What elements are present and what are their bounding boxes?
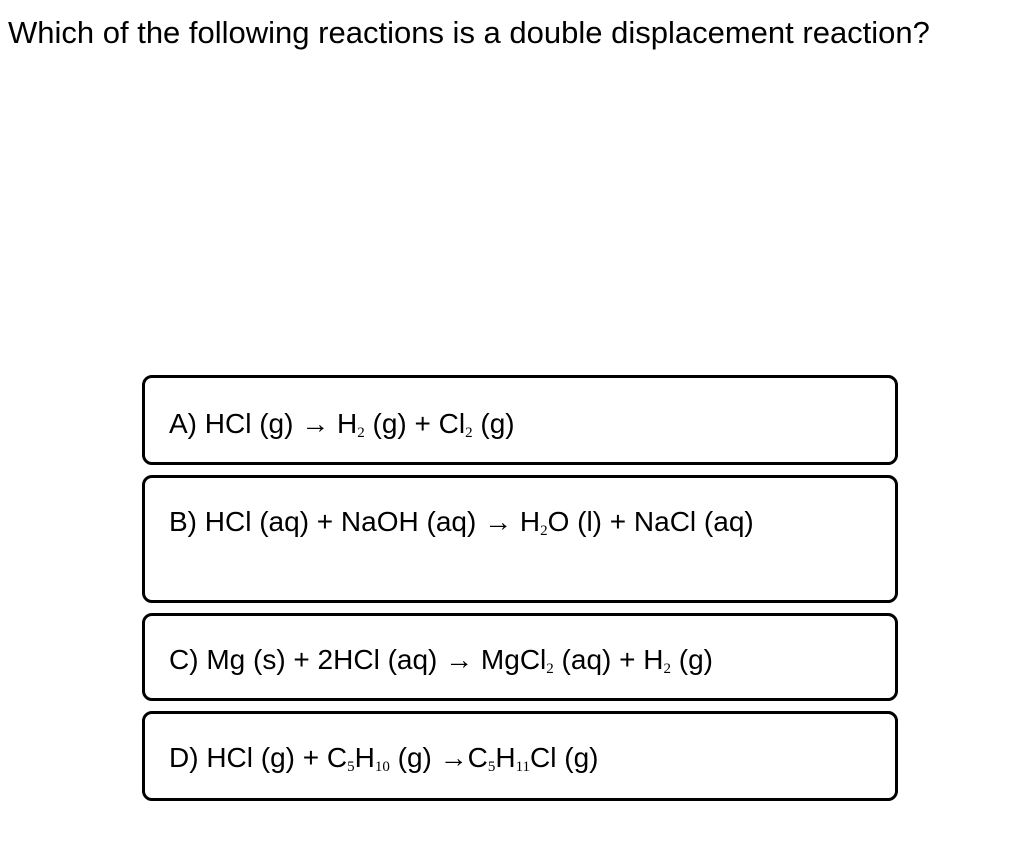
- option-b-text: B) HCl (aq) + NaOH $(aq) \to H_2O$ (l) + NaCl (aq): [169, 506, 754, 539]
- question-text: Which of the following reactions is a double displacement reaction?: [8, 15, 930, 50]
- option-b[interactable]: [142, 475, 898, 603]
- option-d-text: D) HCl $(g) + C_5H_{10}$ $(g) \to C_5H_{11}Cl$ (g): [169, 742, 599, 775]
- option-a[interactable]: [142, 375, 898, 465]
- option-c[interactable]: [142, 613, 898, 701]
- option-a-text: A) HCl $(g) \to H_2$ $(g) + Cl_2$ (g): [169, 408, 515, 441]
- answer-options: [142, 375, 898, 811]
- option-d[interactable]: [142, 711, 898, 801]
- option-c-text: C) Mg (s) + 2HCl (aq) → MgCl$_2$ $(aq) + H_2$ (g): [169, 644, 713, 677]
